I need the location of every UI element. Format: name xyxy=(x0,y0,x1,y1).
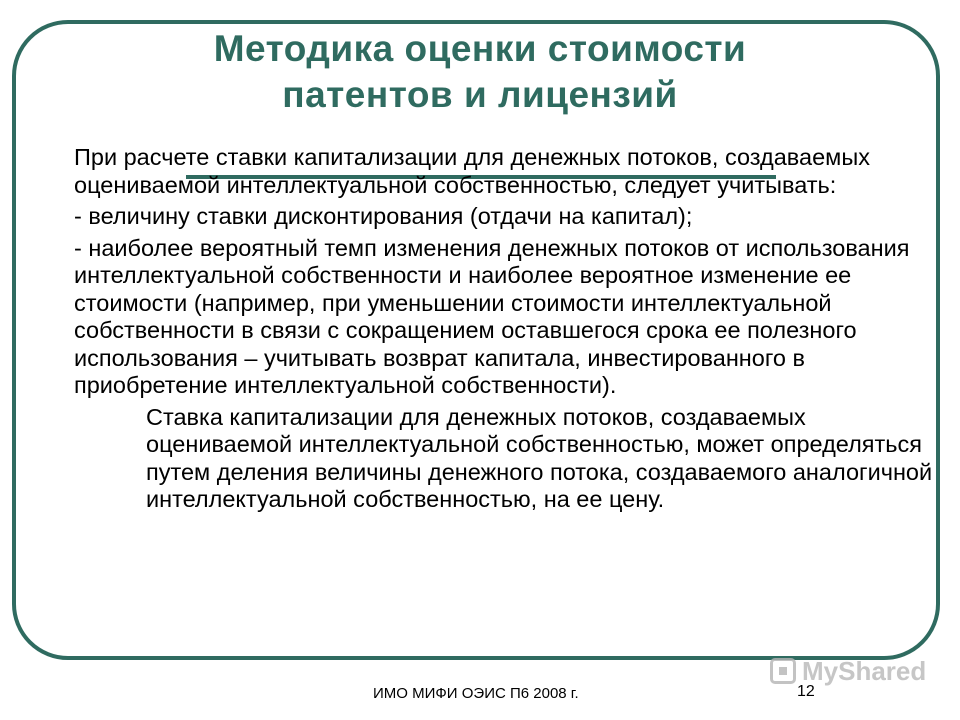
title-line-1: Методика оценки стоимости xyxy=(213,28,747,69)
slide-title xyxy=(40,26,920,118)
slide-body xyxy=(74,144,936,518)
page-number: 12 xyxy=(797,683,815,700)
title-line-2: патентов и лицензий xyxy=(282,74,678,115)
watermark-text: MyShared xyxy=(802,656,927,686)
slide-footer: ИМО МИФИ ОЭИС П6 2008 г. xyxy=(373,685,579,702)
paragraph-growth-rate: - наиболее вероятный темп изменения денежных потоков от использования интеллектуальной собственности и наиболее вероятное изменение ее стоимости (например, при уменьшении стоимости интеллектуальной собственности в связи с сокращением оставшегося срока ее полезного использования – учитывать возврат капитала, инвестированного в приобретение интеллектуальной собственности). xyxy=(74,234,910,398)
paragraph-intro: При расчете ставки капитализации для денежных потоков, создаваемых оцениваемой интеллектуальной собственностью, следует учитывать: xyxy=(74,144,870,198)
watermark-logo xyxy=(770,658,930,688)
watermark-icon xyxy=(770,658,796,684)
paragraph-discount-rate: - величину ставки дисконтирования (отдачи на капитал); xyxy=(74,203,693,229)
paragraph-cap-rate: Ставка капитализации для денежных потоков, создаваемых оцениваемой интеллектуальной собственностью, может определяться путем деления величины денежного потока, создаваемого аналогичной интеллектуальной собственностью, на ее цену. xyxy=(146,403,933,512)
